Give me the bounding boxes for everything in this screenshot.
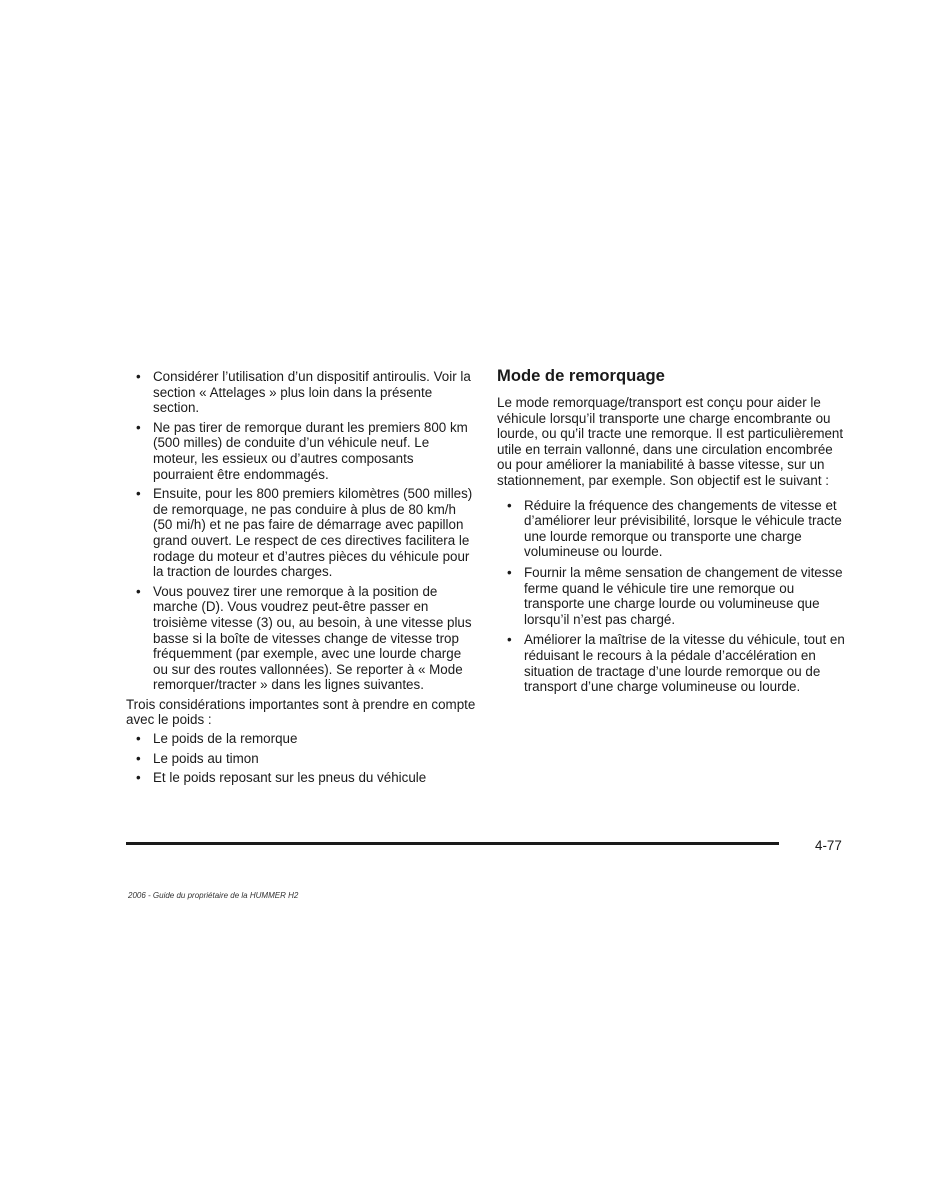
list-item-text: Vous pouvez tirer une remorque à la position de marche (D). Vous voudrez peut-être passer en troisième vitesse (3) ou, au besoin, à une vitesse plus basse si la boîte de vitesses change de vitesse trop fréquemment (par exemple, avec une lourde charge ou sur des routes vallonnées). Se reporter à « Mode remorquer/tracter » dans les lignes suivantes.	[153, 583, 472, 693]
bullet-icon: •	[507, 497, 512, 513]
bullet-icon: •	[136, 369, 141, 384]
list-item-text: Ne pas tirer de remorque durant les premiers 800 km (500 milles) de conduite d’un véhicule neuf. Le moteur, les essieux ou d’autres composants pourraient être endommagés.	[153, 419, 468, 482]
list-item-text: Considérer l’utilisation d’un dispositif antiroulis. Voir la section « Attelages » plus loin dans la présente section.	[153, 369, 471, 416]
list-item-text: Ensuite, pour les 800 premiers kilomètres (500 milles) de remorquage, ne pas conduire à plus de 80 km/h (50 mi/h) et ne pas faire de démarrage avec papillon grand ouvert. Le respect de ces directives facilitera le rodage du moteur et d’autres pièces du véhicule pour la traction de lourdes charges.	[153, 486, 473, 580]
list-item	[126, 420, 476, 482]
list-item-text: Le poids de la remorque	[153, 731, 298, 747]
section-intro-paragraph: Le mode remorquage/transport est conçu pour aider le véhicule lorsqu’il transporte une charge encombrante ou lourde, ou qu’il tracte une remorque. Il est particulièrement utile en terrain vallonné, dans une circulation encombrée ou pour améliorer la maniabilité à basse vitesse, sur un stationnement, par exemple. Son objectif est le suivant :	[497, 395, 844, 488]
list-item-text: Le poids au timon	[153, 750, 259, 766]
page-number: 4-77	[815, 838, 842, 853]
list-item-text: Et le poids reposant sur les pneus du véhicule	[153, 770, 427, 786]
bullet-icon: •	[136, 486, 141, 502]
bullet-icon: •	[507, 632, 512, 648]
left-bullet-list-top	[126, 369, 476, 693]
list-item	[497, 632, 847, 694]
bullet-icon: •	[136, 419, 141, 435]
list-item	[126, 584, 476, 693]
list-item	[126, 751, 476, 767]
section-heading: Mode de remorquage	[497, 366, 665, 385]
list-item	[126, 369, 476, 416]
left-column	[126, 369, 476, 790]
bullet-icon: •	[136, 770, 141, 786]
right-column	[497, 366, 847, 700]
list-item	[497, 498, 847, 560]
list-item	[497, 565, 847, 627]
list-item-text: Réduire la fréquence des changements de vitesse et d’améliorer leur prévisibilité, lorsque le véhicule tracte une lourde remorque ou transporte une charge volumineuse ou lourde.	[524, 497, 842, 560]
document-footer: 2006 - Guide du propriétaire de la HUMMER H2	[128, 891, 299, 900]
list-item	[126, 770, 476, 786]
right-bullet-list	[497, 498, 847, 695]
list-item-text: Fournir la même sensation de changement de vitesse ferme quand le véhicule tire une remorque ou transporte une charge lourde ou volumineuse que lorsqu’il n’est pas chargé.	[524, 564, 843, 627]
left-bullet-list-bottom	[126, 731, 476, 786]
list-item	[126, 731, 476, 747]
list-item-text: Améliorer la maîtrise de la vitesse du véhicule, tout en réduisant le recours à la pédale d’accélération en situation de tractage d’une lourde remorque ou de transport d’une charge volumineuse ou lourde.	[524, 632, 845, 695]
bullet-icon: •	[136, 731, 141, 747]
weight-intro-paragraph: Trois considérations importantes sont à prendre en compte avec le poids :	[126, 696, 476, 728]
bullet-icon: •	[136, 583, 141, 599]
bullet-icon: •	[136, 750, 141, 766]
bullet-icon: •	[507, 564, 512, 580]
footer-divider	[126, 842, 779, 845]
list-item	[126, 486, 476, 580]
